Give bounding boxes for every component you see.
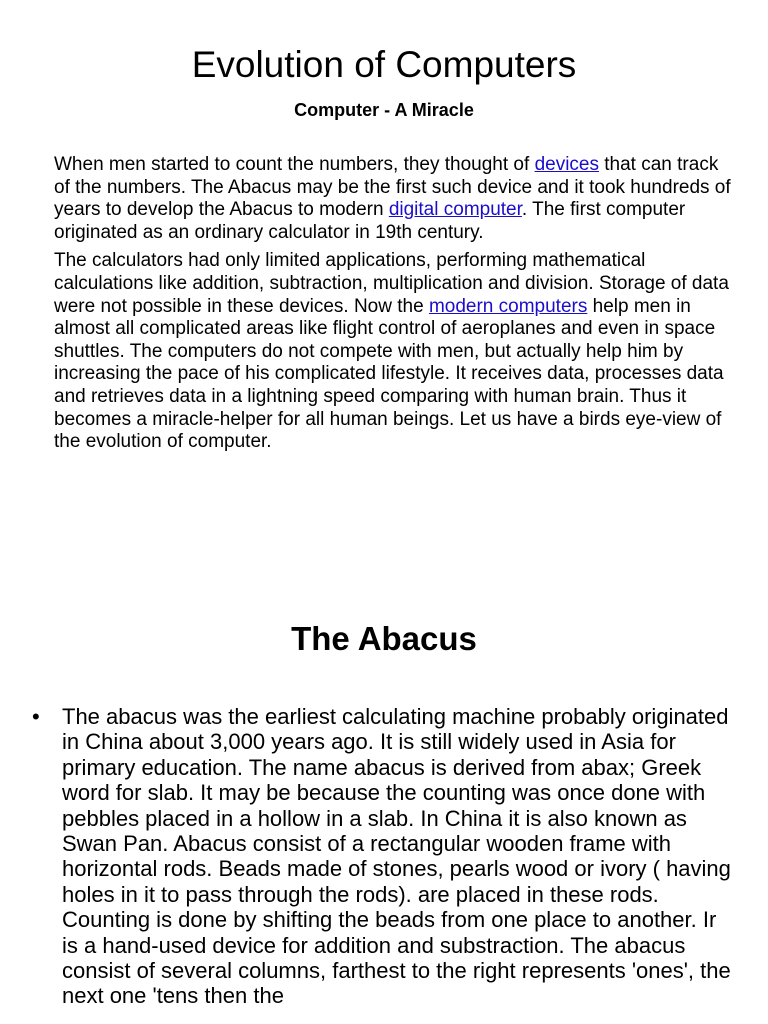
paragraph-text: help men in almost all complicated areas like flight control of aeroplanes and even in space shuttles. The computers do not compete with men, but actually help him by increasing the pace of his complicated lifestyle. It receives data, processes data and retrieves data in a lightning speed comparing with human brain. Thus it becomes a miracle-helper for all human beings. Let us have a birds eye-view of the evolution of computer. xyxy=(54,295,724,453)
bullet-list xyxy=(32,704,732,1009)
page-title: Evolution of Computers xyxy=(191,44,577,85)
devices-link[interactable]: devices xyxy=(534,154,599,175)
slide-the-abacus xyxy=(0,600,768,1024)
paragraph-text: The calculators had only limited applications, performing mathematical calculations like addition, subtraction, multiplication and division. Storage of data were not possible in these devices. Now the xyxy=(54,250,729,317)
bullet-icon: • xyxy=(32,704,40,729)
list-item xyxy=(32,704,732,1009)
modern-computers-link[interactable]: modern computers xyxy=(428,295,588,317)
page-subtitle: Computer - A Miracle xyxy=(294,100,474,120)
intro-paragraph-2 xyxy=(54,250,734,453)
section-title: The Abacus xyxy=(291,620,477,657)
bullet-text: The abacus was the earliest calculating machine probably originated in China about 3,000 years ago. It is still widely used in Asia for primary education. The name abacus is derived from abax; Greek word for slab. It may be because the counting was once done with pebbles placed in a hollow in a slab. In China it is also known as Swan Pan. Abacus consist of a rectangular wooden frame with horizontal rods. Beads made of stones, pearls wood or ivory ( having holes in it to pass through the rods). are placed in these rods. Counting is done by shifting the beads from one place to another. Ir is a hand-used device for addition and substraction. The abacus consist of several columns, farthest to the right represents 'ones', the next one 'tens then the xyxy=(62,704,731,1009)
paragraph-text: that can track of the numbers. The Abacus may be the first such device and it took hundreds of years to develop the Abacus to modern xyxy=(54,154,731,221)
digital-computer-link[interactable]: digital computer xyxy=(388,199,522,221)
paragraph-text: When men started to count the numbers, they thought of xyxy=(54,154,535,175)
intro-text xyxy=(54,154,734,460)
intro-paragraph-1 xyxy=(54,154,734,244)
paragraph-text: . The first computer originated as an ordinary calculator in 19th century. xyxy=(54,199,686,243)
